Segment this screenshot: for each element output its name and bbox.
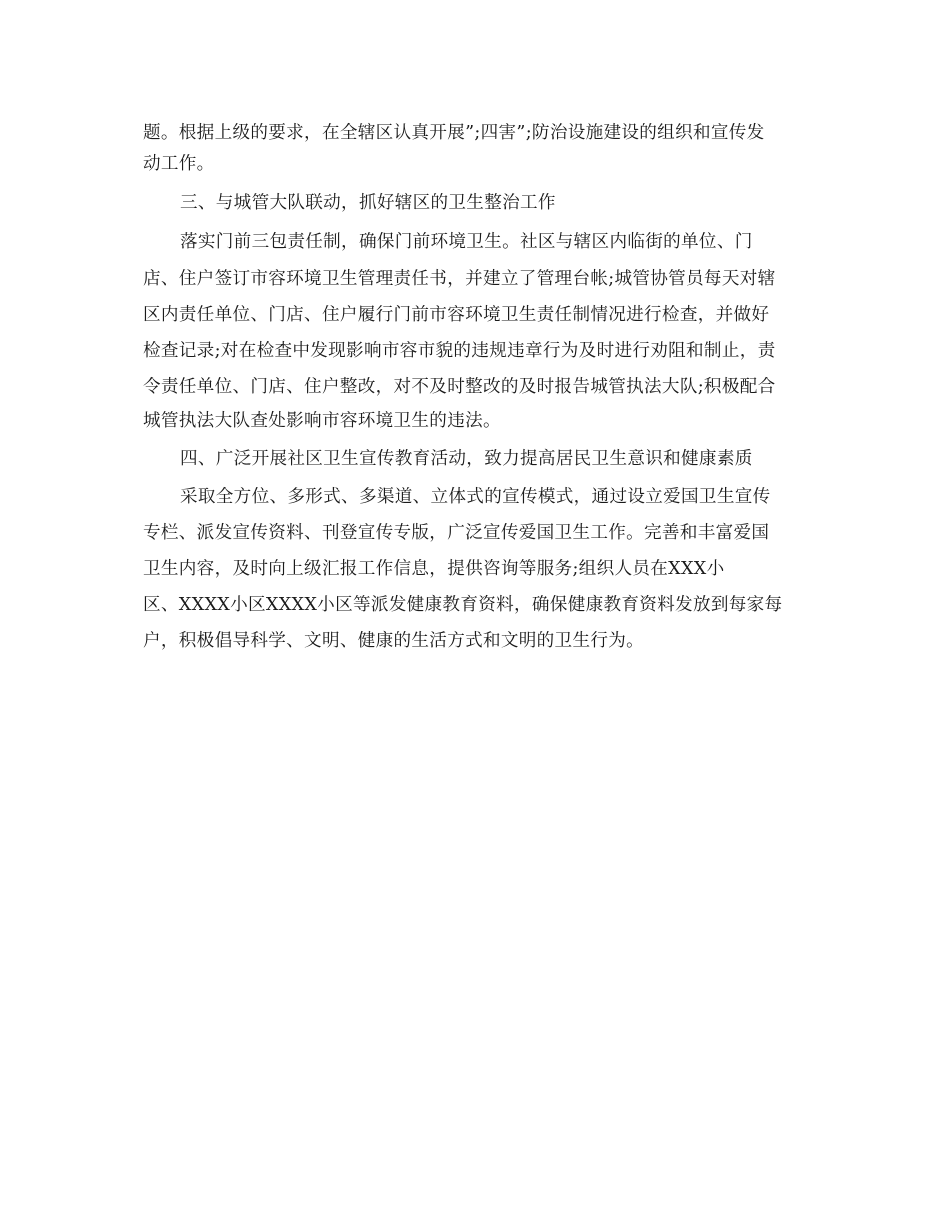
paragraph-line: 户，积极倡导科学、文明、健康的生活方式和文明的卫生行为。 [143, 631, 645, 651]
paragraph-line: 落实门前三包责任制，确保门前环境卫生。社区与辖区内临街的单位、门 [180, 232, 753, 252]
section-heading-4: 四、广泛开展社区卫生宣传教育活动，致力提高居民卫生意识和健康素质 [180, 449, 753, 469]
paragraph-line: 区内责任单位、门店、住户履行门前市容环境卫生责任制情况进行检查，并做好 [143, 305, 770, 325]
section-heading-3: 三、与城管大队联动，抓好辖区的卫生整治工作 [180, 193, 556, 213]
paragraph-line: 卫生内容，及时向上级汇报工作信息，提供咨询等服务;组织人员在XXX小 [143, 559, 725, 579]
paragraph-line: 采取全方位、多形式、多渠道、立体式的宣传模式，通过设立爱国卫生宣传 [180, 487, 771, 507]
paragraph-line: 题。根据上级的要求，在全辖区认真开展”;四害”;防治设施建设的组织和宣传发 [143, 123, 765, 143]
paragraph-line: 检查记录;对在检查中发现影响市容市貌的违规违章行为及时进行劝阻和制止，责 [143, 341, 776, 361]
paragraph-line: 城管执法大队查处影响市容环境卫生的违法。 [143, 411, 501, 431]
paragraph-line: 令责任单位、门店、住户整改，对不及时整改的及时报告城管执法大队;积极配合 [143, 377, 776, 397]
paragraph-line: 专栏、派发宣传资料、刊登宣传专版，广泛宣传爱国卫生工作。完善和丰富爱国 [143, 523, 770, 543]
paragraph-line: 区、XXXX小区XXXX小区等派发健康教育资料，确保健康教育资料发放到每家每 [143, 595, 783, 615]
paragraph-line: 店、住户签订市容环境卫生管理责任书，并建立了管理台帐;城管协管员每天对辖 [143, 269, 776, 289]
paragraph-line: 动工作。 [143, 154, 215, 174]
